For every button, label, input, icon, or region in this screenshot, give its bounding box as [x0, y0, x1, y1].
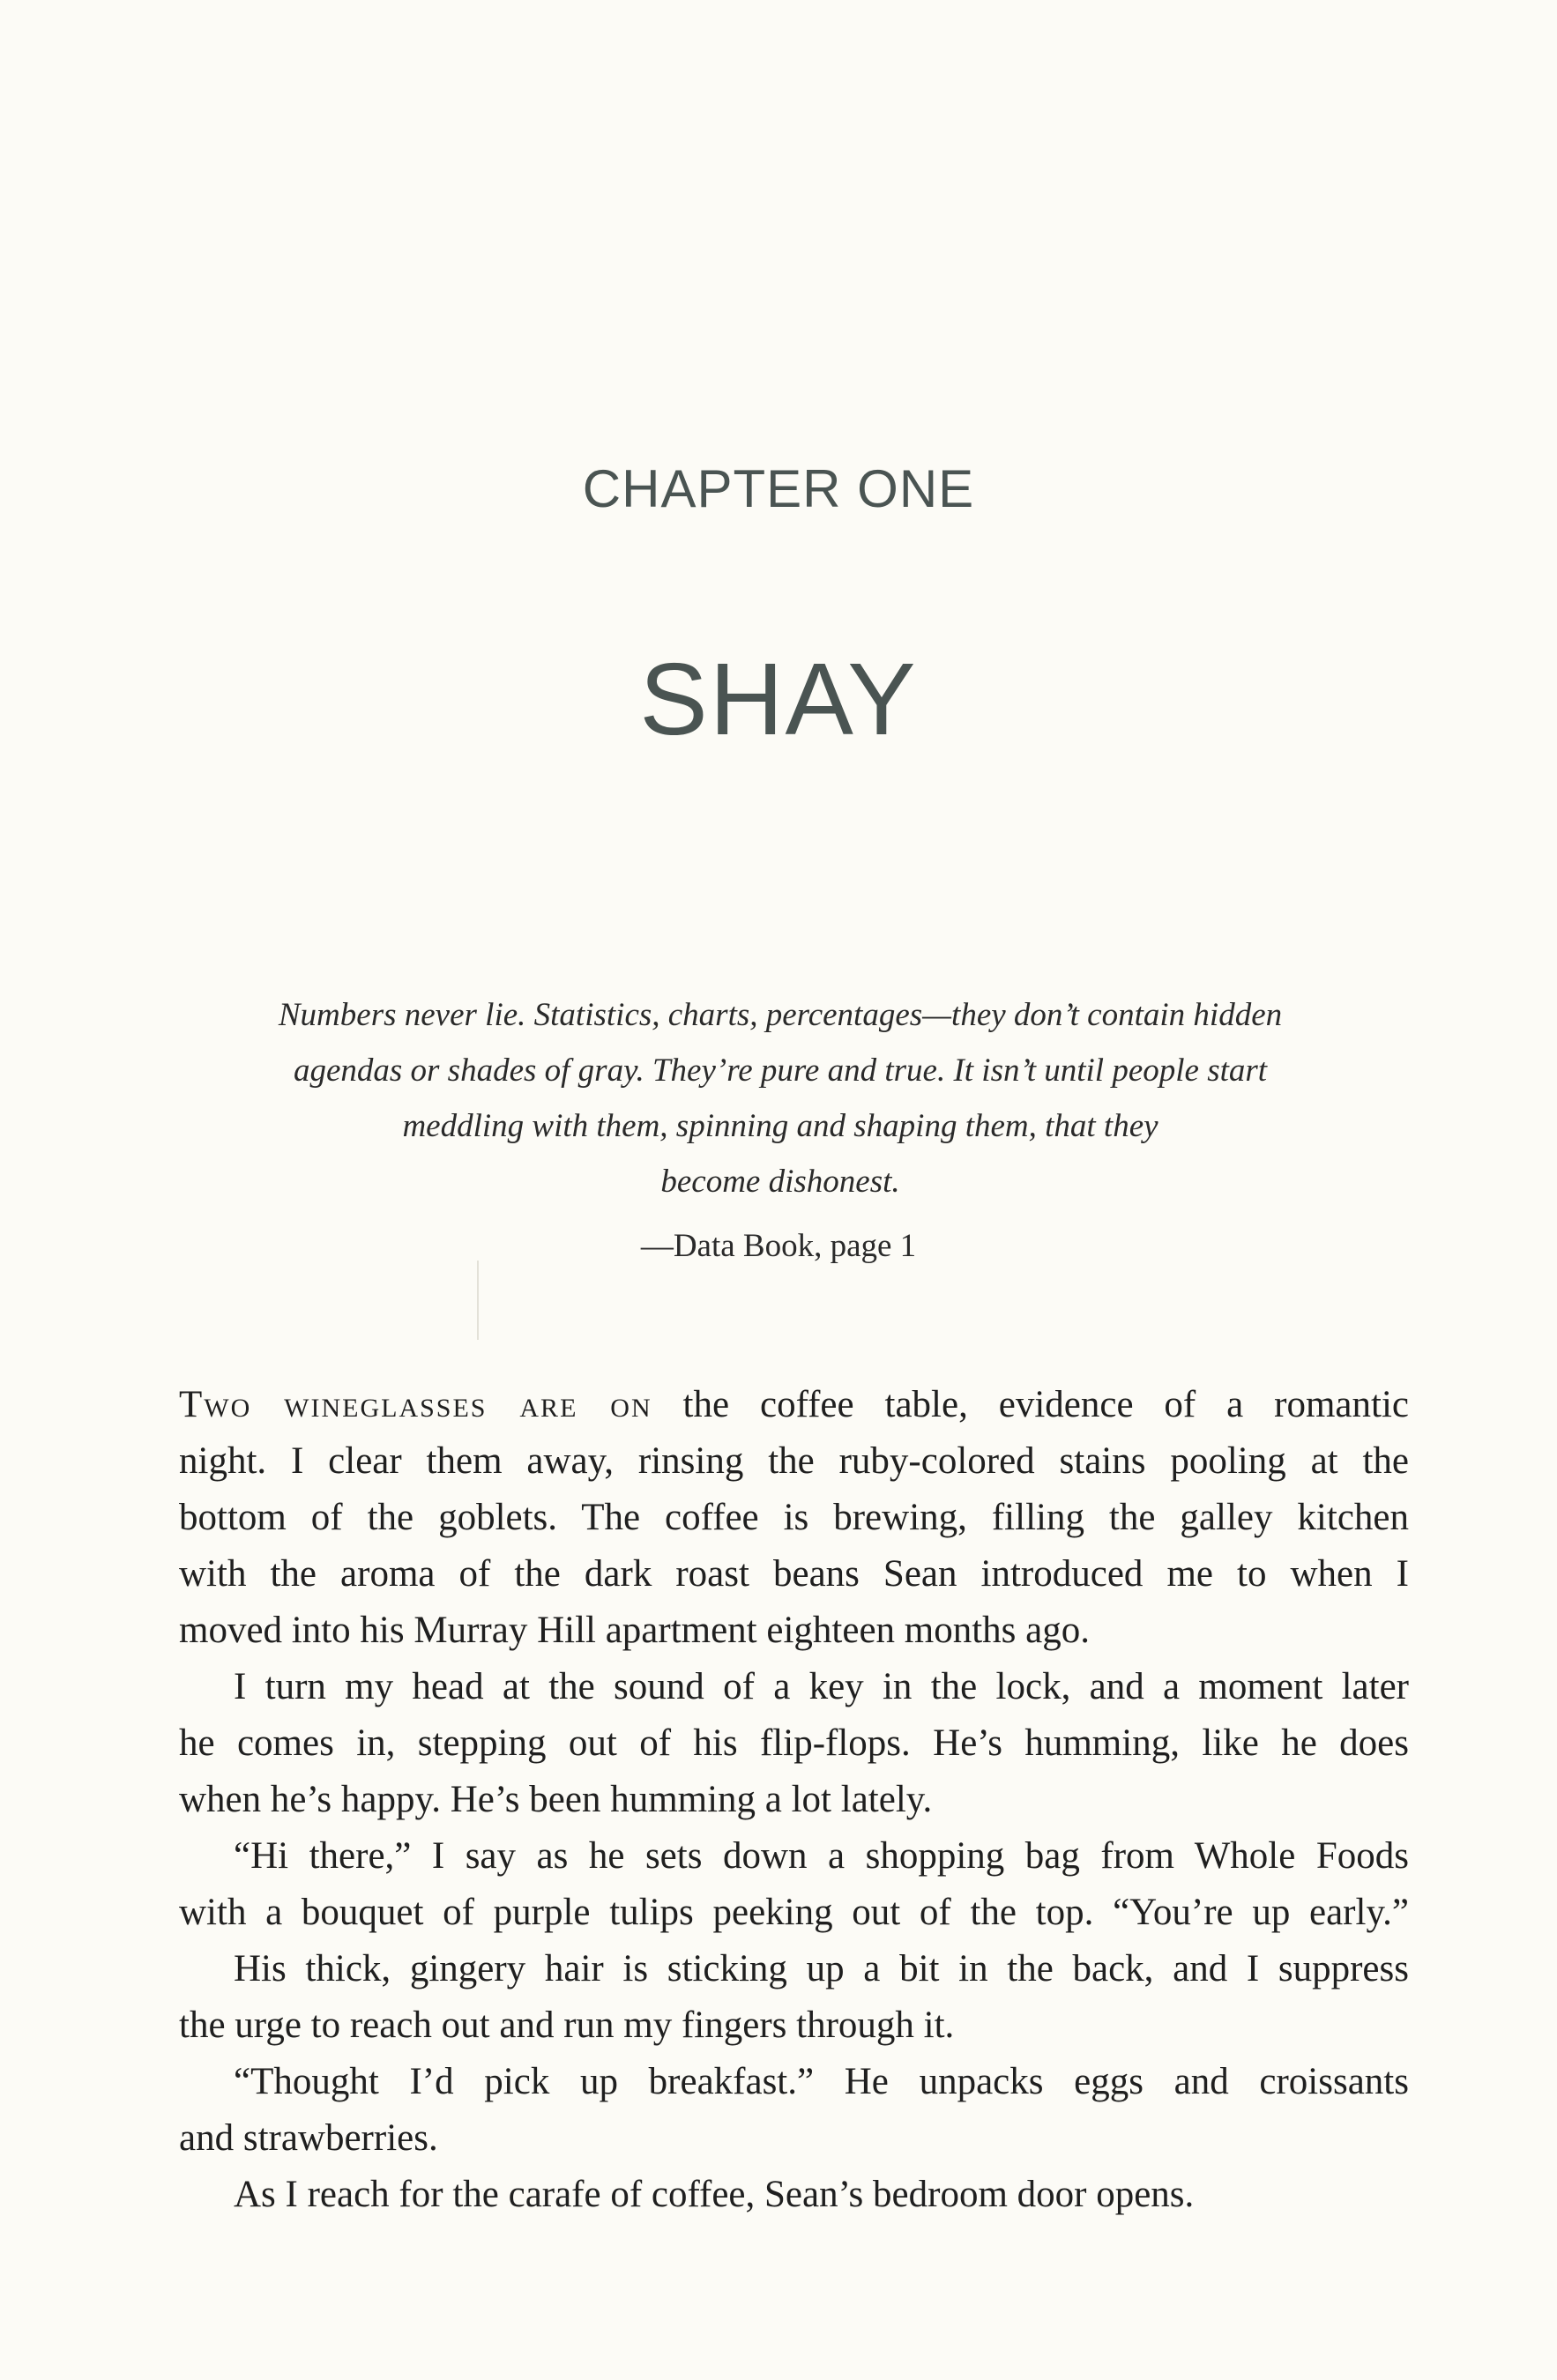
body-line: he comes in, stepping out of his flip-flops. He’s humming, like he does: [179, 1722, 1409, 1764]
epigraph-line: Numbers never lie. Statistics, charts, percentages—they don’t contain hidden: [278, 997, 1283, 1033]
body-line: As I reach for the carafe of coffee, Sean’s bedroom door opens.: [234, 2174, 1195, 2215]
epigraph-line: become dishonest.: [660, 1164, 900, 1200]
chapter-body: [179, 1377, 1409, 2223]
opening-small-caps: Two wineglasses are on: [179, 1384, 652, 1425]
chapter-title: SHAY: [639, 642, 918, 756]
epigraph-line: agendas or shades of gray. They’re pure and true. It isn’t until people start: [293, 1052, 1268, 1089]
epigraph-line: meddling with them, spinning and shaping them, that they: [402, 1108, 1158, 1144]
body-line: the urge to reach out and run my fingers through it.: [179, 2004, 955, 2046]
epigraph-attribution: —Data Book, page 1: [640, 1228, 917, 1264]
body-line: “Thought I’d pick up breakfast.” He unpacks eggs and croissants: [234, 2061, 1409, 2102]
body-line: and strawberries.: [179, 2117, 438, 2159]
body-line: with the aroma of the dark roast beans Sean introduced me to when I: [179, 1553, 1409, 1595]
chapter-number: CHAPTER ONE: [582, 459, 975, 518]
body-line: “Hi there,” I say as he sets down a shopping bag from Whole Foods: [234, 1835, 1409, 1877]
body-line: when he’s happy. He’s been humming a lot lately.: [179, 1779, 933, 1820]
body-line: night. I clear them away, rinsing the ruby-colored stains pooling at the: [179, 1440, 1409, 1482]
body-line: moved into his Murray Hill apartment eighteen months ago.: [179, 1610, 1090, 1651]
epigraph: [212, 987, 1349, 1209]
body-line-text: the coffee table, evidence of a romantic: [652, 1384, 1409, 1425]
body-line: with a bouquet of purple tulips peeking out of the top. “You’re up early.”: [179, 1892, 1409, 1933]
body-line: I turn my head at the sound of a key in the lock, and a moment later: [234, 1666, 1409, 1707]
body-line: His thick, gingery hair is sticking up a bit in the back, and I suppress: [234, 1948, 1409, 1990]
body-line: [179, 1377, 1409, 1433]
body-line: bottom of the goblets. The coffee is brewing, filling the galley kitchen: [179, 1497, 1409, 1538]
